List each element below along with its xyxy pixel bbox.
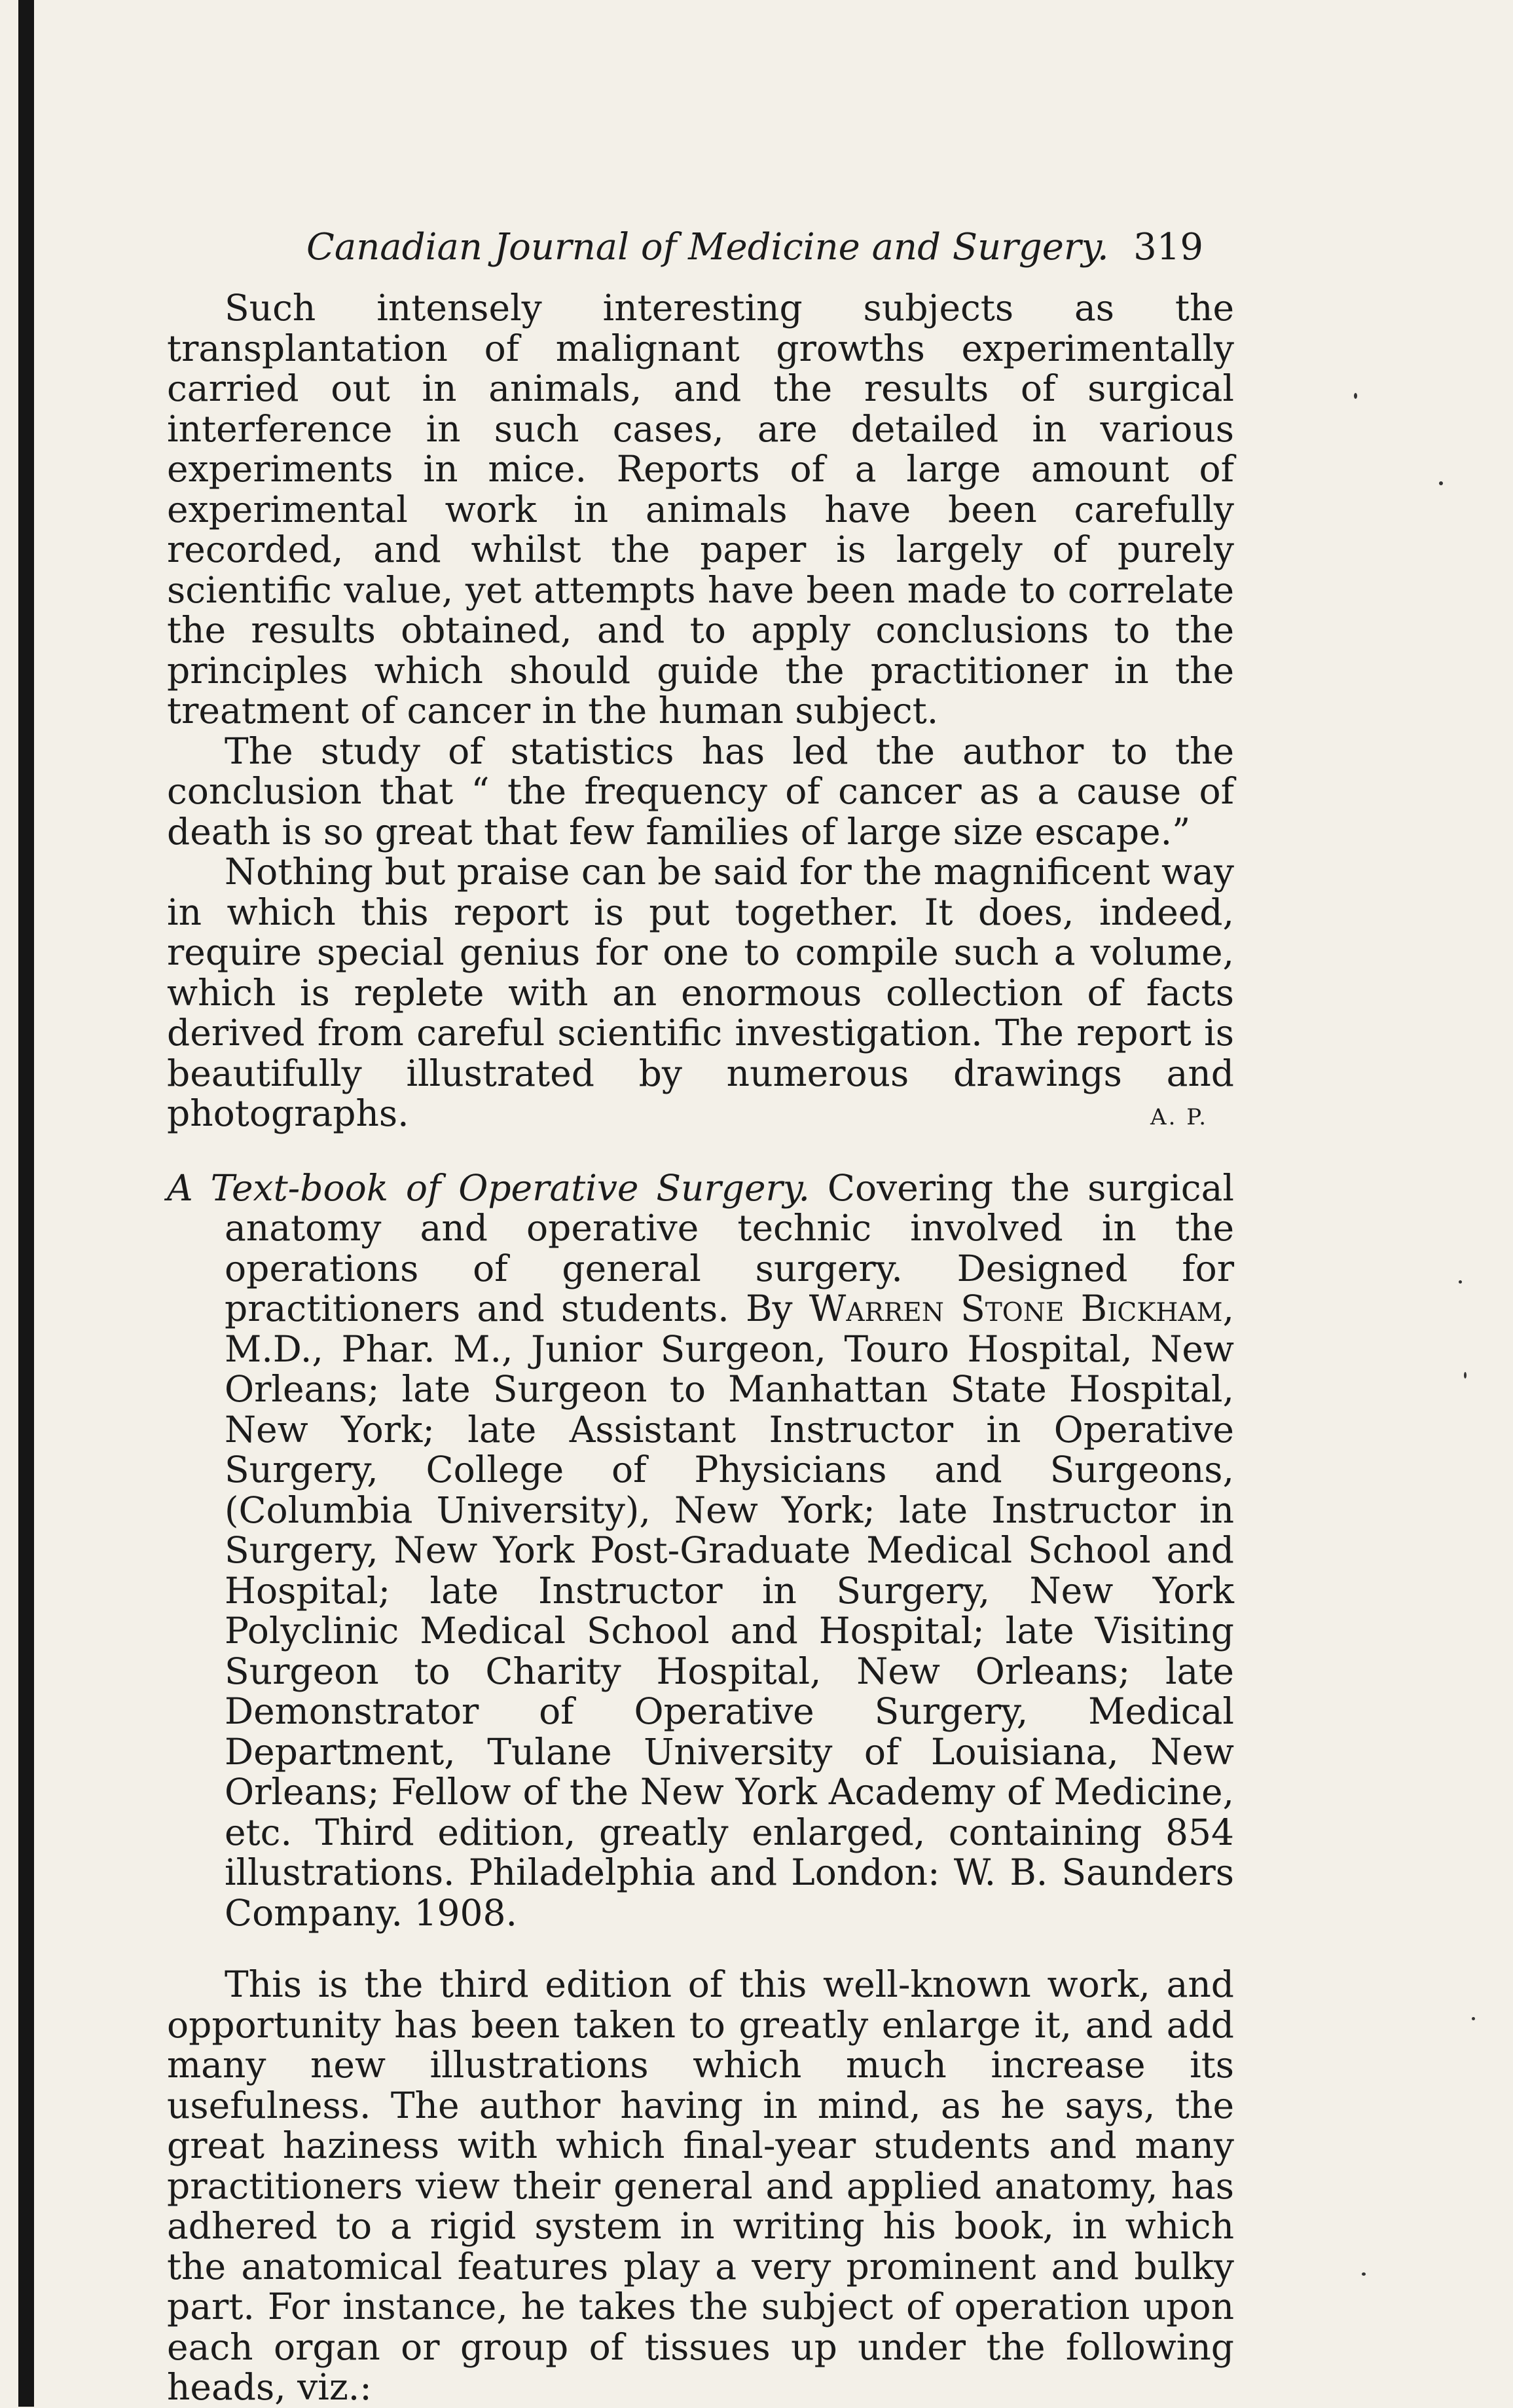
book-description-rest: , M.D., Phar. M., Junior Surgeon, Touro Hospital, New Orleans; late Surgeon to Manhattan State Hospital, New York; late Assistant Instructor in Operative Surgery, College of Physicians and Surgeons, (Columbia University), New York; late Instructor in Surgery, New York Post-Graduate Medical School and Hospital; late Instructor in Surgery, New York Polyclinic Medical School and Hospital; late Visiting Surgeon to Charity Hospital, New Orleans; late Demonstrator of Operative Surgery, Medical Department, Tulane University of Louisiana, New Orleans; Fellow of the New York Academy of Medicine, etc. Third edition, greatly enlarged, containing 854 illustrations. Philadelphia and London: W. B. Saunders Company. 1908. xyxy=(225,1287,1234,1934)
page-header xyxy=(306,221,1203,274)
book-description-lead: Covering the surgical anatomy and operative technic involved in the operations of general surgery. Designed for practitioners and students. By xyxy=(225,1166,1234,1329)
book-title: A Text-book of Operative Surgery. xyxy=(167,1166,811,1209)
scan-speck xyxy=(1362,2272,1366,2276)
paragraph-transplantation: Such intensely interesting subjects as the transplantation of malignant growths experimentally carried out in animals, and the results of surgical interference in such cases, are detailed in various experiments in mice. Reports of a large amount of experimental work in animals have been carefully recorded, and whilst the paper is largely of purely scientific value, yet attempts have been made to correlate the results obtained, and to apply conclusions to the principles which should guide the practitioner in the treatment of cancer in the human subject. xyxy=(167,287,1234,732)
scan-speck xyxy=(1464,1372,1467,1379)
paragraph-statistics: The study of statistics has led the author to the conclusion that “ the frequency of cancer as a cause of death is so great that few families of large size escape.” xyxy=(167,730,1234,853)
review-text: This is the third edition of this well-known work, and opportunity has been taken to greatly enlarge it, and add many new illustrations which much increase its usefulness. The author having in mind, as he says, the great haziness with which final-year students and many practitioners view their general and applied anatomy, has adhered to a rigid system in writing his book, in which the anatomical features play a very prominent and bulky part. For instance, he takes the subject of operation upon each organ or group of tissues up under the following heads, viz.: xyxy=(167,1963,1234,2408)
scan-speck xyxy=(1354,393,1357,399)
journal-title: Canadian Journal of Medicine and Surgery. xyxy=(306,226,1109,269)
binding-edge xyxy=(18,0,34,2407)
book-author: Warren Stone Bickham xyxy=(809,1287,1223,1329)
reviewer-initials: A. P. xyxy=(1150,1103,1208,1130)
page-body xyxy=(167,288,1234,2408)
book-citation xyxy=(167,1168,1234,1934)
paragraph-praise: Nothing but praise can be said for the magnificent way in which this report is put together. It does, indeed, require special genius for one to compile such a volume, which is replete with an enormous collection of facts derived from careful scientific investigation. The report is beautifully illustrated by numerous drawings and photographs. xyxy=(167,851,1234,1134)
scan-speck xyxy=(1439,481,1443,485)
page-number: 319 xyxy=(1133,226,1203,269)
scan-speck xyxy=(1472,2017,1475,2020)
scan-speck xyxy=(1459,1280,1462,1284)
